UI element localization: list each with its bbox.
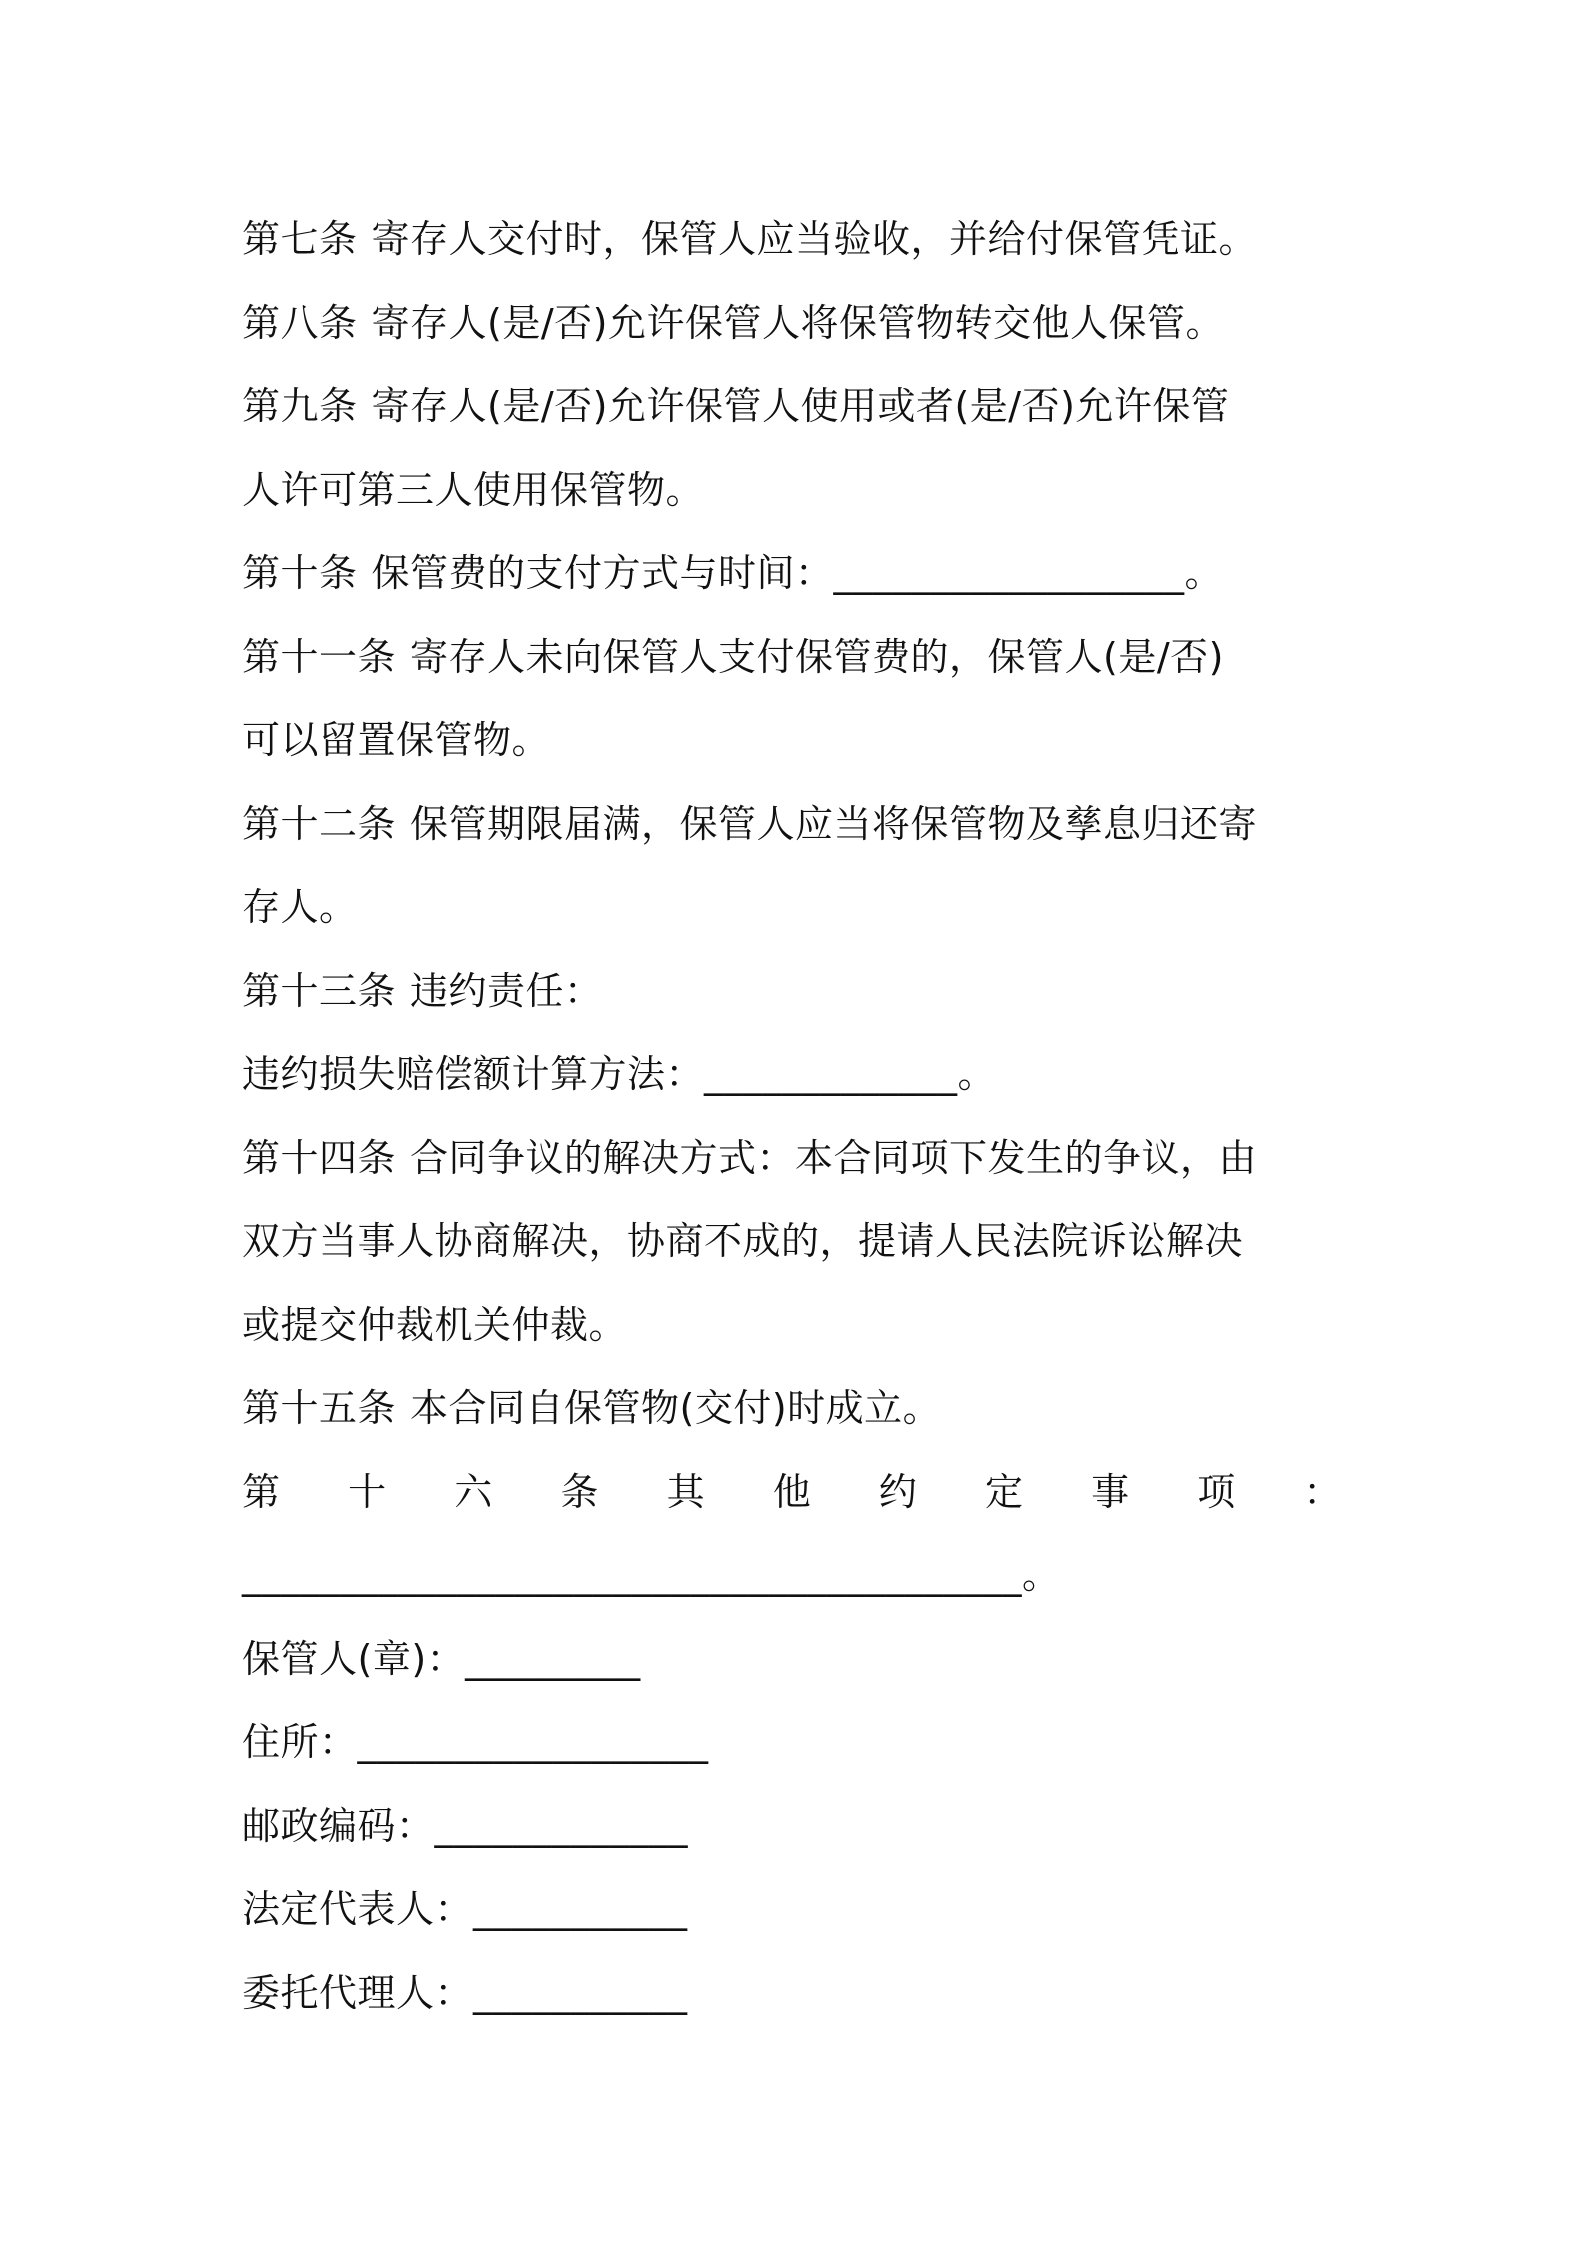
article-12-continued	[242, 866, 1352, 950]
agent-blank[interactable]: ___________	[473, 1970, 688, 2015]
article-text: 双方当事人协商解决，协商不成的，提请人民法院诉讼解决	[242, 1219, 1244, 1263]
article-text: 存人。	[242, 885, 358, 929]
article-heading: 第十四条	[242, 1135, 397, 1180]
article-heading: 第十条	[242, 551, 358, 595]
article-text: 可以留置保管物。	[242, 718, 551, 762]
article-11-continued	[242, 699, 1352, 783]
signature-legal-rep	[242, 1868, 1352, 1952]
custodian-seal-blank[interactable]: _________	[465, 1636, 641, 1681]
spread-char: 六	[454, 1469, 493, 1514]
article-15	[242, 1367, 1352, 1451]
article-text: 保管期限届满，保管人应当将保管物及孳息归还寄	[410, 801, 1258, 846]
line-end-mark: 。	[1184, 551, 1224, 595]
article-11	[242, 616, 1352, 700]
article-13	[242, 950, 1352, 1034]
postcode-blank[interactable]: _____________	[434, 1803, 689, 1848]
article-7	[242, 198, 1352, 282]
signature-address	[242, 1701, 1352, 1785]
article-heading: 第七条	[242, 217, 358, 261]
article-text: 人许可第三人使用保管物。	[242, 467, 705, 512]
article-text: 违约责任：	[410, 968, 603, 1013]
article-10	[242, 532, 1352, 616]
spread-char: 第	[242, 1469, 281, 1514]
article-16-heading	[242, 1451, 1342, 1535]
other-terms-blank[interactable]: ________________________________________	[242, 1553, 1022, 1597]
article-9-continued	[242, 449, 1352, 533]
payment-blank[interactable]: __________________	[833, 551, 1185, 595]
line-end-mark: 。	[1022, 1553, 1061, 1597]
signature-custodian	[242, 1618, 1352, 1702]
article-14	[242, 1117, 1352, 1201]
article-heading: 第十二条	[242, 801, 397, 846]
article-text: 寄存人交付时，保管人应当验收，并给付保管凭证。	[371, 217, 1258, 261]
spread-char: 条	[560, 1469, 599, 1514]
article-14-continued	[242, 1200, 1352, 1284]
article-13-damages	[242, 1033, 1352, 1117]
article-16-blank-line	[242, 1534, 1352, 1618]
article-9	[242, 365, 1352, 449]
article-text: 合同争议的解决方式：本合同项下发生的争议，由	[410, 1135, 1258, 1180]
signature-label: 保管人(章)：	[242, 1636, 466, 1681]
signature-label: 委托代理人：	[242, 1970, 474, 2015]
spread-char: ：	[1303, 1469, 1342, 1514]
spread-char: 事	[1091, 1469, 1130, 1514]
address-blank[interactable]: __________________	[357, 1720, 709, 1764]
spread-char: 项	[1197, 1469, 1236, 1514]
article-text: 寄存人未向保管人支付保管费的，保管人(是/否)	[410, 634, 1224, 679]
spread-char: 他	[772, 1469, 812, 1514]
article-heading: 第九条	[242, 384, 358, 428]
article-12	[242, 783, 1352, 867]
article-heading: 第十三条	[242, 968, 397, 1013]
signature-label: 住所：	[242, 1720, 358, 1764]
spread-char: 十	[348, 1469, 387, 1514]
article-text: 本合同自保管物(交付)时成立。	[410, 1386, 942, 1430]
line-end-mark: 。	[957, 1052, 997, 1096]
spread-char: 约	[878, 1469, 918, 1514]
signature-label: 法定代表人：	[242, 1887, 474, 1931]
article-text: 保管费的支付方式与时间：	[371, 551, 834, 595]
spread-char: 定	[984, 1469, 1024, 1514]
document-body	[242, 198, 1352, 2035]
legal-rep-blank[interactable]: ___________	[473, 1887, 688, 1931]
signature-postcode	[242, 1785, 1352, 1869]
article-text: 寄存人(是/否)允许保管人将保管物转交他人保管。	[371, 300, 1224, 345]
article-text: 违约损失赔偿额计算方法：	[242, 1052, 705, 1096]
article-text: 或提交仲裁机关仲裁。	[242, 1302, 628, 1347]
article-heading: 第十一条	[242, 634, 397, 679]
article-heading: 第十五条	[242, 1386, 397, 1430]
spread-char: 其	[666, 1469, 706, 1514]
signature-label: 邮政编码：	[242, 1803, 435, 1848]
article-8	[242, 282, 1352, 366]
article-14-continued-2	[242, 1284, 1352, 1368]
article-heading: 第八条	[242, 300, 358, 345]
article-text: 寄存人(是/否)允许保管人使用或者(是/否)允许保管	[371, 384, 1230, 428]
damages-blank[interactable]: _____________	[704, 1052, 958, 1096]
signature-agent	[242, 1952, 1352, 2036]
